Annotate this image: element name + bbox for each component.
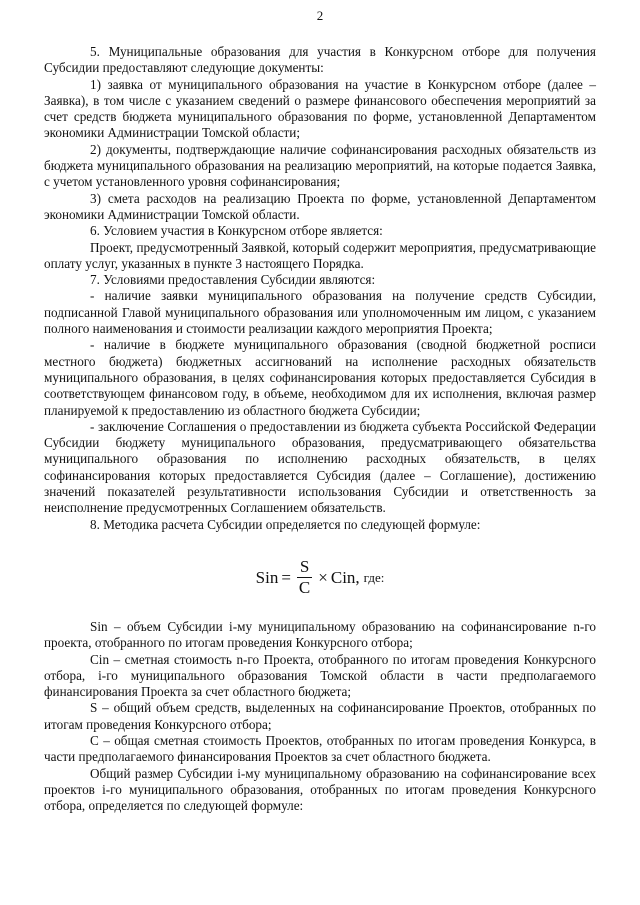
total-subsidy-intro: Общий размер Субсидии i-му муниципальному образованию на софинансирование всех проектов i-го муниципального образования, отобранных по итогам проведения Конкурсного отбора, определяется по следующей формуле: (44, 765, 596, 814)
paragraph-5-item-2: 2) документы, подтверждающие наличие софинансирования расходных обязательств из бюджета муниципального образования на реализацию мероприятий, на которые подается Заявка, с учетом установленного уровня софинансирования; (44, 141, 596, 190)
paragraph-5-intro: 5. Муниципальные образования для участия в Конкурсном отборе для получения Субсидии предоставляют следующие документы: (44, 44, 596, 76)
paragraph-7-item-2: - наличие в бюджете муниципального образования (сводной бюджетной росписи местного бюджета) бюджетных ассигнований на исполнение расходных обязательств муниципального образования, в целях софинансирования которых предоставляется Субсидия в соответствующем финансовом году, в объеме, необходимом для их исполнения, включая размер планируемой к предоставлению из областного бюджета Субсидии; (44, 337, 596, 418)
paragraph-7-item-3: - заключение Соглашения о предоставлении из бюджета субъекта Российской Федерации Субсидии бюджету муниципального образования, предусматривающего обязательства муниципального образования по исполнению расходных обязательств, в целях софинансирования которых предоставляется Субсидия (далее – Соглашение), достижению значений показателей результативности использования Субсидии и ответственность за неисполнение предусмотренных Соглашением обязательств. (44, 418, 596, 516)
formula-lhs: Sin (255, 567, 279, 587)
formula-denominator: C (298, 578, 311, 598)
formula-suffix: где: (363, 569, 385, 585)
paragraph-7-item-1: - наличие заявки муниципального образования на получение средств Субсидии, подписанной Главой муниципального образования или уполномоченным им лицом, с указанием полного наименования и стоимости реализации каждого мероприятия Проекта; (44, 288, 596, 337)
paragraph-7-intro: 7. Условиями предоставления Субсидии являются: (90, 272, 376, 288)
document-body (44, 44, 596, 814)
paragraph-6-intro: 6. Условием участия в Конкурсном отборе является: (90, 223, 383, 239)
definition-sin: Sin – объем Субсидии i-му муниципальному образованию на софинансирование n-го проекта, отобранного по итогам проведения Конкурсного отбора; (44, 618, 596, 651)
page-number: 2 (316, 8, 324, 23)
formula-equals: = (281, 567, 291, 587)
paragraph-8-intro: 8. Методика расчета Субсидии определяется по следующей формуле: (90, 516, 481, 532)
subsidy-formula (44, 547, 596, 609)
formula-times: × (318, 567, 328, 587)
definition-cin: Cin – сметная стоимость n-го Проекта, отобранного по итогам проведения Конкурсного отбора, i-го муниципального образования Томской области в части предполагаемого финансирования Проекта за счет областного бюджета; (44, 651, 596, 700)
paragraph-5-item-3: 3) смета расходов на реализацию Проекта по форме, установленной Департаментом экономики Администрации Томской области. (44, 190, 596, 222)
formula-rhs: Cin, (330, 567, 360, 587)
formula-fraction (297, 557, 312, 598)
paragraph-5-item-1: 1) заявка от муниципального образования на участие в Конкурсном отборе (далее – Заявка), в том числе с указанием сведений о размере финансового обеспечения мероприятий за счет средств бюджета муниципального образования по форме, установленной Департаментом экономики Администрации Томской области; (44, 76, 596, 141)
definition-c: C – общая сметная стоимость Проектов, отобранных по итогам проведения Конкурса, в части предполагаемого финансирования Проектов за счет областного бюджета. (44, 732, 596, 765)
definition-s: S – общий объем средств, выделенных на софинансирование Проектов, отобранных по итогам проведения Конкурсного отбора; (44, 700, 596, 732)
paragraph-6-body: Проект, предусмотренный Заявкой, который содержит мероприятия, предусматривающие оплату услуг, указанных в пункте 3 настоящего Порядка. (44, 239, 596, 271)
formula-numerator: S (299, 557, 310, 577)
